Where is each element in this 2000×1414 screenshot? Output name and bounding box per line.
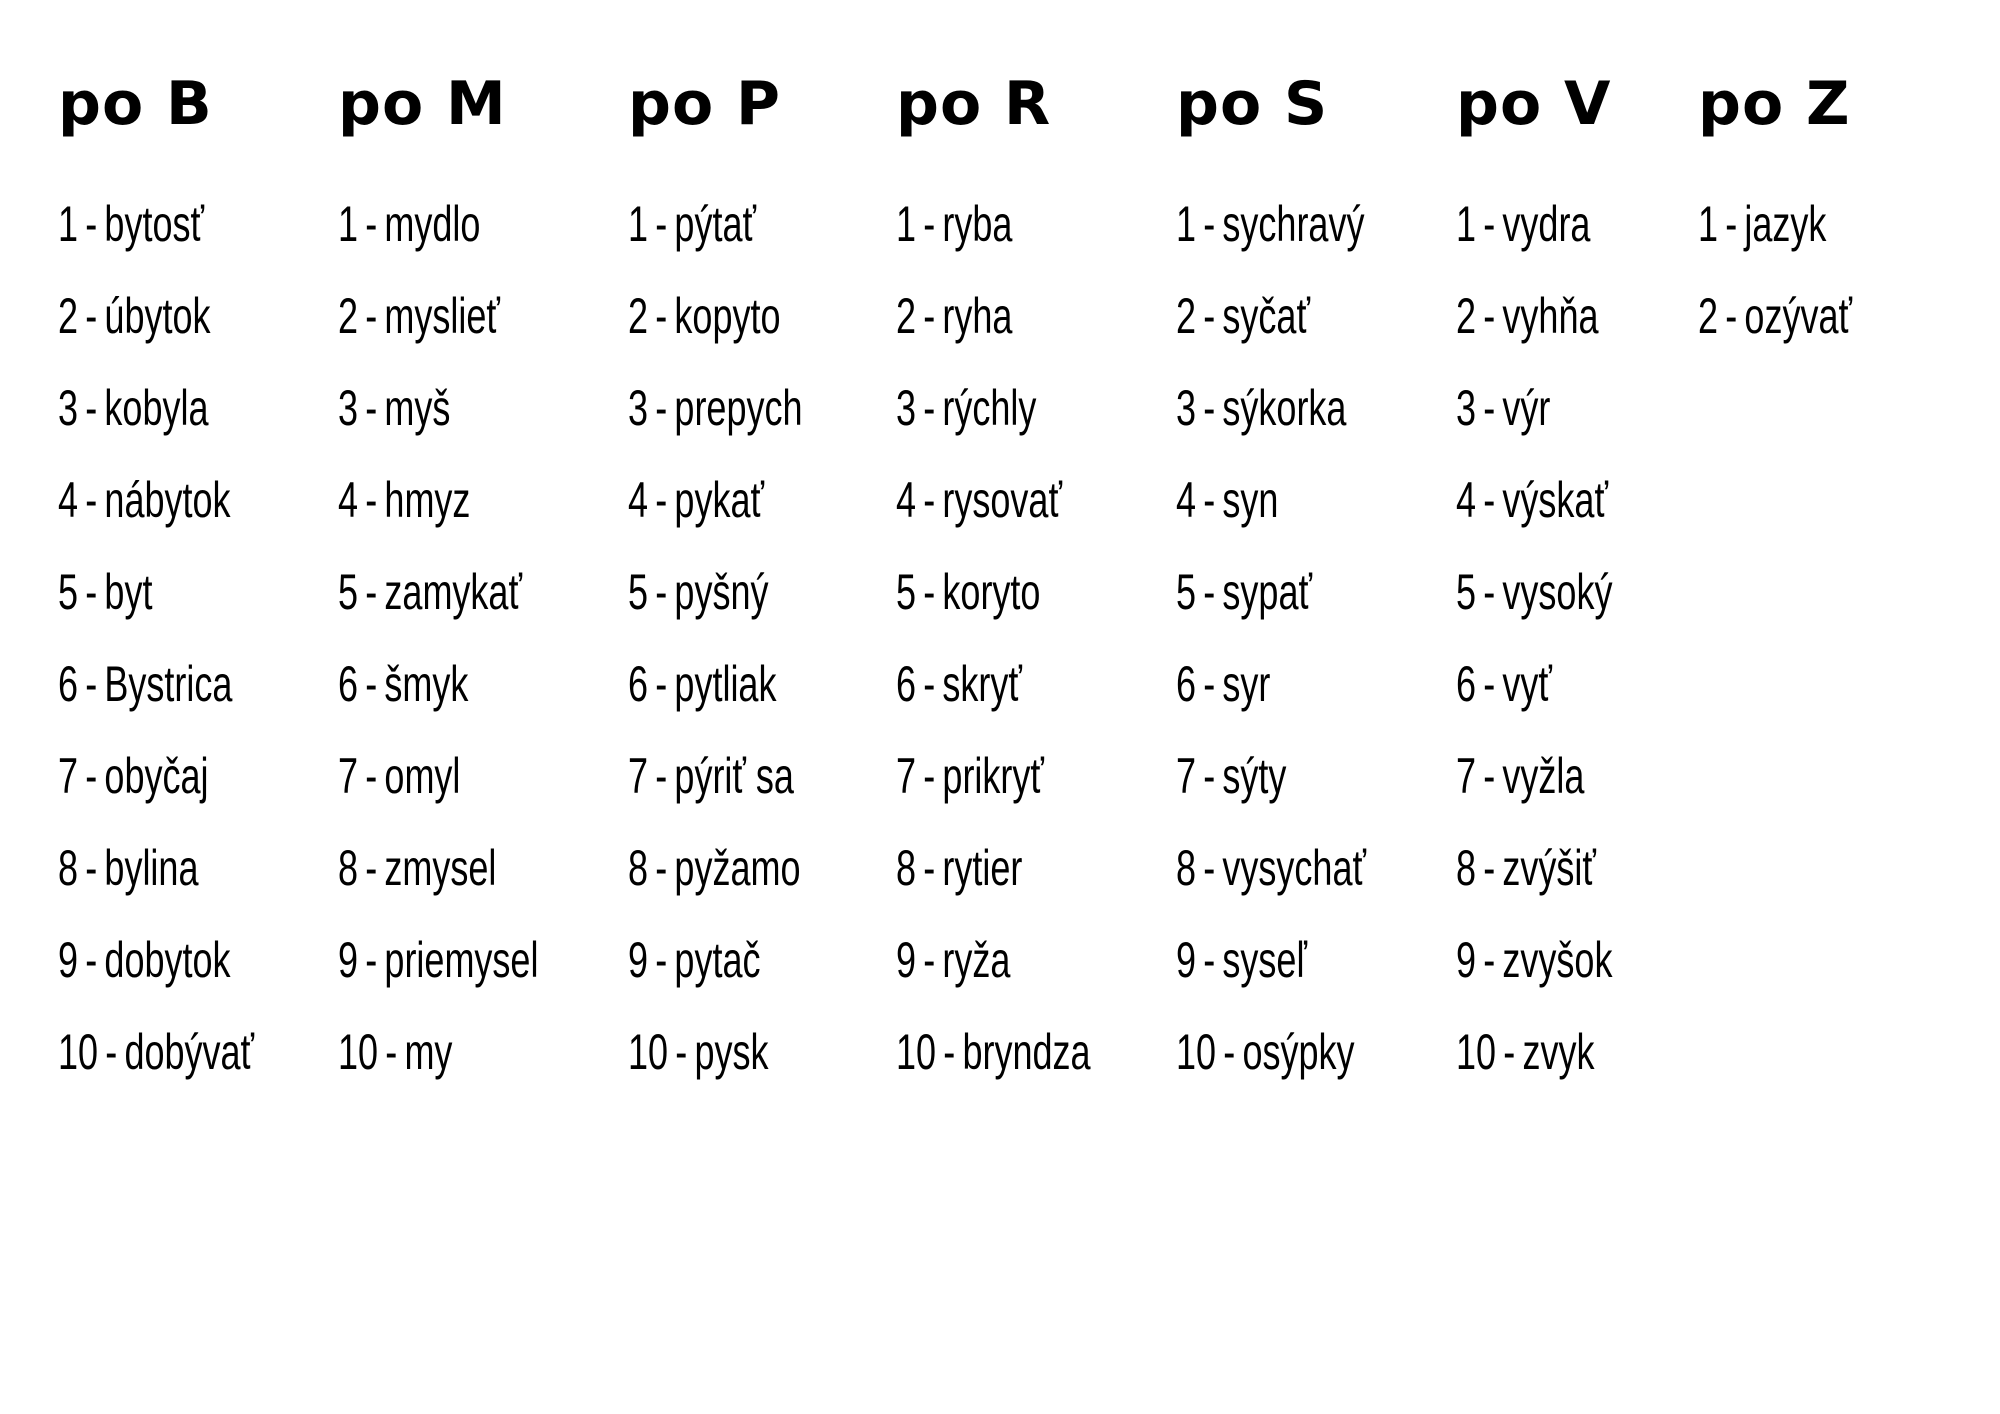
item-word: vyhňa	[1502, 288, 1599, 344]
item-number: 6	[896, 656, 917, 712]
item-separator: -	[1483, 840, 1496, 896]
item-separator: -	[923, 656, 936, 712]
word-list	[628, 178, 870, 1098]
item-word: výr	[1502, 380, 1551, 436]
item-number: 2	[338, 288, 359, 344]
column-heading: po P	[628, 69, 782, 139]
list-item	[1698, 270, 1852, 362]
list-item	[1176, 546, 1366, 638]
item-number: 10	[896, 1024, 937, 1080]
item-separator: -	[1203, 840, 1216, 896]
list-item	[628, 914, 802, 1006]
item-separator: -	[1203, 472, 1216, 528]
item-word: zamykať	[384, 564, 522, 620]
list-item	[1176, 730, 1366, 822]
list-item	[338, 270, 538, 362]
list-item	[628, 822, 802, 914]
item-word: myslieť	[384, 288, 500, 344]
item-word: pytač	[674, 932, 761, 988]
item-number: 8	[1176, 840, 1197, 896]
column-heading: po B	[58, 69, 213, 139]
list-item	[1456, 822, 1612, 914]
item-number: 7	[338, 748, 359, 804]
item-separator: -	[85, 748, 98, 804]
item-separator: -	[1483, 288, 1496, 344]
item-word: pykať	[674, 472, 764, 528]
item-separator: -	[105, 1024, 118, 1080]
item-number: 4	[896, 472, 917, 528]
item-word: bytosť	[104, 196, 204, 252]
list-item	[628, 638, 802, 730]
item-separator: -	[1203, 932, 1216, 988]
item-separator: -	[655, 196, 668, 252]
item-word: Bystrica	[104, 656, 233, 712]
list-item	[58, 362, 254, 454]
list-item	[338, 546, 538, 638]
item-separator: -	[365, 196, 378, 252]
item-separator: -	[365, 380, 378, 436]
item-separator: -	[923, 472, 936, 528]
list-item	[1456, 546, 1612, 638]
item-separator: -	[1483, 564, 1496, 620]
item-separator: -	[655, 932, 668, 988]
item-word: vysoký	[1502, 564, 1613, 620]
list-item	[1176, 362, 1366, 454]
item-separator: -	[85, 564, 98, 620]
list-item	[338, 914, 538, 1006]
item-word: sypať	[1222, 564, 1312, 620]
item-separator: -	[365, 472, 378, 528]
item-number: 5	[896, 564, 917, 620]
item-separator: -	[1483, 380, 1496, 436]
item-word: šmyk	[384, 656, 469, 712]
item-separator: -	[85, 380, 98, 436]
list-item	[58, 822, 254, 914]
item-separator: -	[1483, 932, 1496, 988]
item-separator: -	[85, 472, 98, 528]
item-number: 8	[338, 840, 359, 896]
item-word: byt	[104, 564, 153, 620]
item-separator: -	[85, 932, 98, 988]
list-item	[58, 178, 254, 270]
list-item	[1456, 454, 1612, 546]
item-separator: -	[655, 564, 668, 620]
column-po-b	[58, 66, 330, 1098]
list-item	[896, 178, 1091, 270]
list-item	[896, 546, 1091, 638]
column-heading: po R	[896, 69, 1052, 139]
item-separator: -	[675, 1024, 688, 1080]
item-number: 9	[58, 932, 79, 988]
item-number: 3	[628, 380, 649, 436]
word-list	[58, 178, 330, 1098]
item-number: 7	[1456, 748, 1477, 804]
item-separator: -	[1503, 1024, 1516, 1080]
column-po-z	[1698, 66, 1912, 362]
item-separator: -	[365, 564, 378, 620]
list-item	[58, 638, 254, 730]
column-po-m	[338, 66, 616, 1098]
item-separator: -	[1203, 656, 1216, 712]
item-word: ryha	[942, 288, 1013, 344]
list-item	[338, 454, 538, 546]
list-item	[338, 178, 538, 270]
list-item	[1176, 638, 1366, 730]
item-word: sychravý	[1222, 196, 1365, 252]
item-separator: -	[365, 656, 378, 712]
item-number: 8	[58, 840, 79, 896]
item-word: zvyšok	[1502, 932, 1613, 988]
item-number: 8	[628, 840, 649, 896]
item-number: 5	[58, 564, 79, 620]
column-po-p	[628, 66, 870, 1098]
list-item	[628, 730, 802, 822]
item-number: 5	[1456, 564, 1477, 620]
list-item	[338, 822, 538, 914]
list-item	[1176, 178, 1366, 270]
list-item	[1456, 638, 1612, 730]
list-item	[896, 362, 1091, 454]
list-item	[896, 454, 1091, 546]
item-separator: -	[85, 288, 98, 344]
item-number: 8	[1456, 840, 1477, 896]
item-word: zmysel	[384, 840, 497, 896]
item-number: 3	[1176, 380, 1197, 436]
item-number: 9	[338, 932, 359, 988]
column-po-v	[1456, 66, 1673, 1098]
item-word: syčať	[1222, 288, 1310, 344]
item-word: vyť	[1502, 656, 1552, 712]
item-number: 6	[338, 656, 359, 712]
item-separator: -	[943, 1024, 956, 1080]
word-list	[1176, 178, 1440, 1098]
item-separator: -	[1483, 472, 1496, 528]
item-word: zvýšiť	[1502, 840, 1596, 896]
item-word: rysovať	[942, 472, 1062, 528]
list-item	[628, 362, 802, 454]
list-item	[1456, 1006, 1612, 1098]
item-word: hmyz	[384, 472, 471, 528]
item-separator: -	[85, 656, 98, 712]
item-word: dobývať	[124, 1024, 255, 1080]
item-number: 4	[1176, 472, 1197, 528]
item-word: syn	[1222, 472, 1279, 528]
item-separator: -	[655, 656, 668, 712]
list-item	[628, 178, 802, 270]
item-number: 4	[1456, 472, 1477, 528]
item-word: prikryť	[942, 748, 1044, 804]
item-number: 7	[58, 748, 79, 804]
item-word: vyžla	[1502, 748, 1585, 804]
item-word: bylina	[104, 840, 199, 896]
item-separator: -	[655, 840, 668, 896]
item-number: 2	[1176, 288, 1197, 344]
column-heading: po Z	[1698, 69, 1851, 139]
item-word: kobyla	[104, 380, 209, 436]
list-item	[338, 1006, 538, 1098]
list-item	[1456, 178, 1612, 270]
item-word: ryža	[942, 932, 1011, 988]
item-number: 3	[896, 380, 917, 436]
item-word: omyl	[384, 748, 461, 804]
column-heading: po S	[1176, 69, 1329, 139]
item-word: rýchly	[942, 380, 1037, 436]
item-word: skryť	[942, 656, 1022, 712]
item-separator: -	[1203, 196, 1216, 252]
item-number: 1	[1176, 196, 1197, 252]
word-list	[1698, 178, 1912, 362]
item-word: pysk	[694, 1024, 769, 1080]
item-word: bryndza	[962, 1024, 1091, 1080]
item-number: 10	[58, 1024, 99, 1080]
item-word: jazyk	[1744, 196, 1827, 252]
item-separator: -	[1203, 288, 1216, 344]
item-number: 4	[58, 472, 79, 528]
item-separator: -	[655, 380, 668, 436]
item-word: rytier	[942, 840, 1023, 896]
item-separator: -	[1203, 380, 1216, 436]
item-separator: -	[923, 932, 936, 988]
item-number: 5	[1176, 564, 1197, 620]
item-number: 4	[338, 472, 359, 528]
list-item	[896, 270, 1091, 362]
item-word: ryba	[942, 196, 1013, 252]
list-item	[58, 914, 254, 1006]
item-word: osýpky	[1242, 1024, 1355, 1080]
item-word: dobytok	[104, 932, 231, 988]
item-number: 7	[1176, 748, 1197, 804]
item-number: 2	[1456, 288, 1477, 344]
item-number: 2	[628, 288, 649, 344]
list-item	[338, 362, 538, 454]
item-word: koryto	[942, 564, 1041, 620]
item-separator: -	[1483, 196, 1496, 252]
item-word: priemysel	[384, 932, 539, 988]
item-word: syseľ	[1222, 932, 1307, 988]
list-item	[58, 270, 254, 362]
item-number: 1	[1698, 196, 1719, 252]
item-separator: -	[923, 748, 936, 804]
list-item	[338, 638, 538, 730]
item-word: úbytok	[104, 288, 211, 344]
item-number: 4	[628, 472, 649, 528]
item-number: 1	[896, 196, 917, 252]
item-separator: -	[655, 288, 668, 344]
item-separator: -	[923, 380, 936, 436]
item-number: 6	[1176, 656, 1197, 712]
item-separator: -	[1483, 656, 1496, 712]
item-number: 10	[1176, 1024, 1217, 1080]
item-separator: -	[655, 748, 668, 804]
item-word: obyčaj	[104, 748, 209, 804]
item-number: 3	[1456, 380, 1477, 436]
item-number: 1	[1456, 196, 1477, 252]
list-item	[628, 454, 802, 546]
list-item	[896, 914, 1091, 1006]
item-word: pýriť sa	[674, 748, 794, 804]
item-number: 2	[1698, 288, 1719, 344]
item-number: 6	[1456, 656, 1477, 712]
list-item	[1456, 730, 1612, 822]
list-item	[1176, 454, 1366, 546]
item-separator: -	[385, 1024, 398, 1080]
item-number: 9	[896, 932, 917, 988]
item-word: syr	[1222, 656, 1271, 712]
item-word: kopyto	[674, 288, 781, 344]
item-number: 9	[1456, 932, 1477, 988]
item-word: myš	[384, 380, 451, 436]
item-word: pytliak	[674, 656, 777, 712]
list-item	[1176, 1006, 1366, 1098]
item-separator: -	[655, 472, 668, 528]
list-item	[1456, 914, 1612, 1006]
item-number: 5	[628, 564, 649, 620]
item-separator: -	[1725, 196, 1738, 252]
item-word: výskať	[1502, 472, 1608, 528]
item-separator: -	[923, 196, 936, 252]
item-separator: -	[365, 748, 378, 804]
item-number: 9	[628, 932, 649, 988]
item-word: sýkorka	[1222, 380, 1347, 436]
item-word: ozývať	[1744, 288, 1852, 344]
item-number: 5	[338, 564, 359, 620]
list-item	[628, 270, 802, 362]
item-number: 1	[58, 196, 79, 252]
item-number: 1	[338, 196, 359, 252]
item-word: pýtať	[674, 196, 756, 252]
list-item	[1176, 914, 1366, 1006]
item-word: prepych	[674, 380, 803, 436]
item-separator: -	[923, 840, 936, 896]
item-separator: -	[1203, 748, 1216, 804]
list-item	[1456, 270, 1612, 362]
item-number: 3	[338, 380, 359, 436]
list-item	[896, 730, 1091, 822]
item-number: 2	[896, 288, 917, 344]
list-item	[896, 1006, 1091, 1098]
column-po-s	[1176, 66, 1440, 1098]
word-list	[1456, 178, 1673, 1098]
item-number: 8	[896, 840, 917, 896]
item-separator: -	[923, 288, 936, 344]
item-word: vydra	[1502, 196, 1591, 252]
list-item	[58, 1006, 254, 1098]
item-separator: -	[923, 564, 936, 620]
item-word: sýty	[1222, 748, 1287, 804]
word-list	[896, 178, 1166, 1098]
item-separator: -	[365, 932, 378, 988]
item-word: nábytok	[104, 472, 231, 528]
list-item	[338, 730, 538, 822]
item-word: mydlo	[384, 196, 481, 252]
column-heading: po V	[1456, 69, 1612, 139]
item-number: 7	[896, 748, 917, 804]
item-separator: -	[365, 288, 378, 344]
item-separator: -	[1725, 288, 1738, 344]
list-item	[1456, 362, 1612, 454]
list-item	[58, 546, 254, 638]
item-word: vysychať	[1222, 840, 1366, 896]
item-number: 9	[1176, 932, 1197, 988]
list-item	[1176, 822, 1366, 914]
item-number: 10	[338, 1024, 379, 1080]
item-number: 6	[58, 656, 79, 712]
item-number: 6	[628, 656, 649, 712]
word-list	[338, 178, 616, 1098]
list-item	[1698, 178, 1852, 270]
item-separator: -	[1203, 564, 1216, 620]
item-separator: -	[1483, 748, 1496, 804]
column-po-r	[896, 66, 1166, 1098]
item-separator: -	[365, 840, 378, 896]
list-item	[58, 730, 254, 822]
item-separator: -	[85, 840, 98, 896]
item-number: 1	[628, 196, 649, 252]
list-item	[896, 638, 1091, 730]
item-separator: -	[1223, 1024, 1236, 1080]
item-number: 10	[628, 1024, 669, 1080]
column-heading: po M	[338, 69, 507, 139]
item-word: pyžamo	[674, 840, 801, 896]
list-item	[896, 822, 1091, 914]
item-word: my	[404, 1024, 453, 1080]
item-number: 3	[58, 380, 79, 436]
item-word: zvyk	[1522, 1024, 1595, 1080]
item-number: 2	[58, 288, 79, 344]
item-number: 7	[628, 748, 649, 804]
item-word: pyšný	[674, 564, 769, 620]
list-item	[628, 546, 802, 638]
item-number: 10	[1456, 1024, 1497, 1080]
item-separator: -	[85, 196, 98, 252]
list-item	[1176, 270, 1366, 362]
list-item	[628, 1006, 802, 1098]
list-item	[58, 454, 254, 546]
